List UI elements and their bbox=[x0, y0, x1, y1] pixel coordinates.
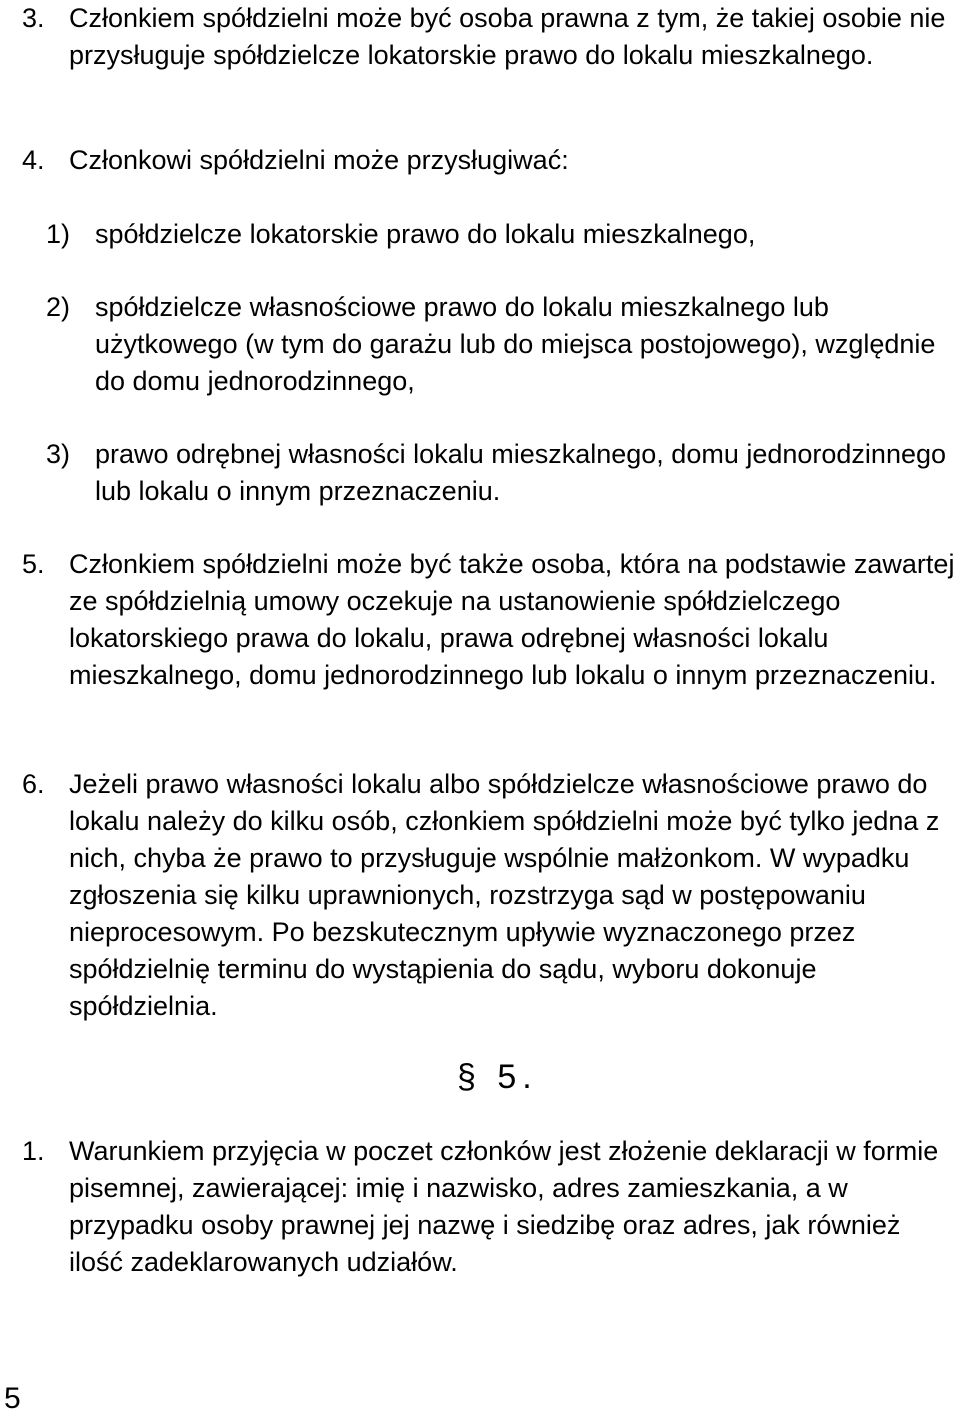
section-item-1 bbox=[0, 1133, 960, 1281]
item-number: 5. bbox=[22, 549, 45, 579]
sub-item-text: spółdzielcze lokatorskie prawo do lokalu mieszkalnego, bbox=[95, 219, 756, 249]
sub-list-item-2 bbox=[0, 289, 960, 400]
item-number: 4. bbox=[22, 145, 45, 175]
sub-item-number: 1) bbox=[46, 219, 71, 249]
page-number: 5 bbox=[4, 1382, 21, 1415]
paragraph-item-3 bbox=[0, 0, 960, 74]
paragraph-item-5 bbox=[0, 546, 960, 694]
sub-item-text: prawo odrębnej własności lokalu mieszkalnego, domu jednorodzinnego lub lokalu o innym przeznaczeniu. bbox=[95, 439, 947, 506]
item-text: Warunkiem przyjęcia w poczet członków jest złożenie deklaracji w formie pisemnej, zawierającej: imię i nazwisko, adres zamieszkania, a w przypadku osoby prawnej jej nazwę i siedzibę oraz adres, jak również ilość zadeklarowanych udziałów. bbox=[69, 1136, 939, 1277]
paragraph-item-6 bbox=[0, 766, 960, 1025]
item-number: 6. bbox=[22, 769, 45, 799]
sub-item-number: 3) bbox=[46, 439, 71, 469]
item-text: Członkowi spółdzielni może przysługiwać: bbox=[69, 145, 569, 175]
item-text: Członkiem spółdzielni może być także osoba, która na podstawie zawartej ze spółdzielnią umowy oczekuje na ustanowienie spółdzielczego lokatorskiego prawa do lokalu, prawa odrębnej własności lokalu mieszkalnego, domu jednorodzinnego lub lokalu o innym przeznaczeniu. bbox=[69, 549, 955, 690]
paragraph-item-4 bbox=[0, 142, 960, 179]
item-text: Członkiem spółdzielni może być osoba prawna z tym, że takiej osobie nie przysługuje spółdzielcze lokatorskie prawo do lokalu mieszkalnego. bbox=[69, 3, 946, 70]
sub-item-text: spółdzielcze własnościowe prawo do lokalu mieszkalnego lub użytkowego (w tym do garażu lub do miejsca postojowego), względnie do domu jednorodzinnego, bbox=[95, 292, 936, 396]
sub-list-item-1 bbox=[0, 216, 960, 253]
item-text: Jeżeli prawo własności lokalu albo spółdzielcze własnościowe prawo do lokalu należy do kilku osób, członkiem spółdzielni może być tylko jedna z nich, chyba że prawo to przysługuje wspólnie małżonkom. W wypadku zgłoszenia się kilku uprawnionych, rozstrzyga sąd w postępowaniu nieprocesowym. Po bezskutecznym upływie wyznaczonego przez spółdzielnię terminu do wystąpienia do sądu, wyboru dokonuje spółdzielnia. bbox=[69, 769, 940, 1021]
item-number: 3. bbox=[22, 3, 45, 33]
item-number: 1. bbox=[22, 1136, 45, 1166]
section-heading: § 5. bbox=[457, 1058, 538, 1096]
sub-list-item-3 bbox=[0, 436, 960, 510]
sub-item-number: 2) bbox=[46, 292, 71, 322]
